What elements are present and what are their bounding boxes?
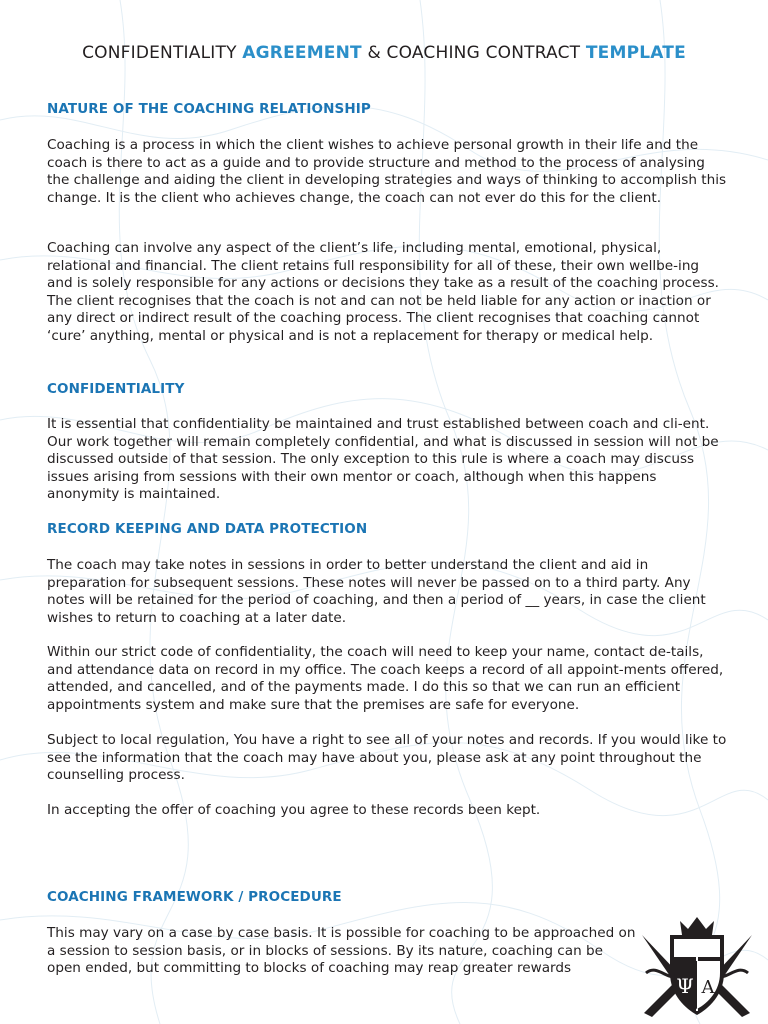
records-paragraph-4: In accepting the offer of coaching you agree to these records been kept.: [47, 802, 541, 818]
heading-nature: NATURE OF THE COACHING RELATIONSHIP: [47, 101, 371, 117]
svg-text:Ψ: Ψ: [676, 974, 694, 998]
title-accent-template: TEMPLATE: [585, 43, 686, 63]
framework-paragraph-1: This may vary on a case by case basis. It is possible for coaching to be approached on a session to session basis, or in blocks of sessions. By its nature, coaching can be open ended, but committing to blocks of coaching may reap greater rewards: [47, 925, 636, 976]
shield-crest-icon: [638, 913, 756, 1021]
heading-confidentiality: CONFIDENTIALITY: [47, 381, 185, 397]
heading-framework: COACHING FRAMEWORK / PROCEDURE: [47, 889, 342, 905]
records-paragraph-2: Within our strict code of confidentiality, the coach will need to keep your name, contact de-tails, and attendance data on record in my office. The coach keeps a record of all appoint-ments offered, attended, and cancelled, and of the payments made. I do this so that we can run an efficient appointments system and make sure that the premises are safe for everyone.: [47, 644, 724, 713]
confidentiality-paragraph-1: It is essential that confidentiality be maintained and trust established between coach and cli-ent. Our work together will remain completely confidential, and what is discussed in session will not be discussed outside of that session. The only exception to this rule is where a coach may discuss issues arising from sessions with their own mentor or coach, although when this happens anonymity is maintained.: [47, 416, 719, 502]
heading-record-keeping: RECORD KEEPING AND DATA PROTECTION: [47, 521, 368, 537]
nature-paragraph-1: Coaching is a process in which the client wishes to achieve personal growth in their life and the coach is there to act as a guide and to provide structure and method to the process of analysing the challenge and aiding the client in developing strategies and ways of thinking to accomplish this change. It is the client who achieves change, the coach can not ever do this for the client.: [47, 137, 727, 206]
title-part-1: CONFIDENTIALITY: [82, 43, 243, 63]
title-accent-agreement: AGREEMENT: [242, 43, 362, 63]
svg-text:A: A: [701, 977, 715, 998]
records-paragraph-1: The coach may take notes in sessions in order to better understand the client and aid in preparation for subsequent sessions. These notes will never be passed on to a third party. Any notes will be retained for the period of coaching, and then a period of __ years, in case the client wishes to return to coaching at a later date.: [47, 557, 706, 626]
records-paragraph-3: Subject to local regulation, You have a right to see all of your notes and records. If you would like to see the information that the coach may have about you, please ask at any point throughout the counselling process.: [47, 732, 727, 783]
document-title: [0, 43, 768, 63]
nature-paragraph-2: Coaching can involve any aspect of the client’s life, including mental, emotional, physical, relational and financial. The client retains full responsibility for all of these, their own wellbe-ing and is solely responsible for any actions or decisions they take as a result of the coaching process. The client recognises that the coach is not and can not be held liable for any action or inaction or any direct or indirect result of the coaching process. The client recognises that coaching cannot ‘cure’ anything, mental or physical and is not a replacement for therapy or medical help.: [47, 240, 719, 344]
title-part-2: & COACHING CONTRACT: [361, 43, 586, 63]
